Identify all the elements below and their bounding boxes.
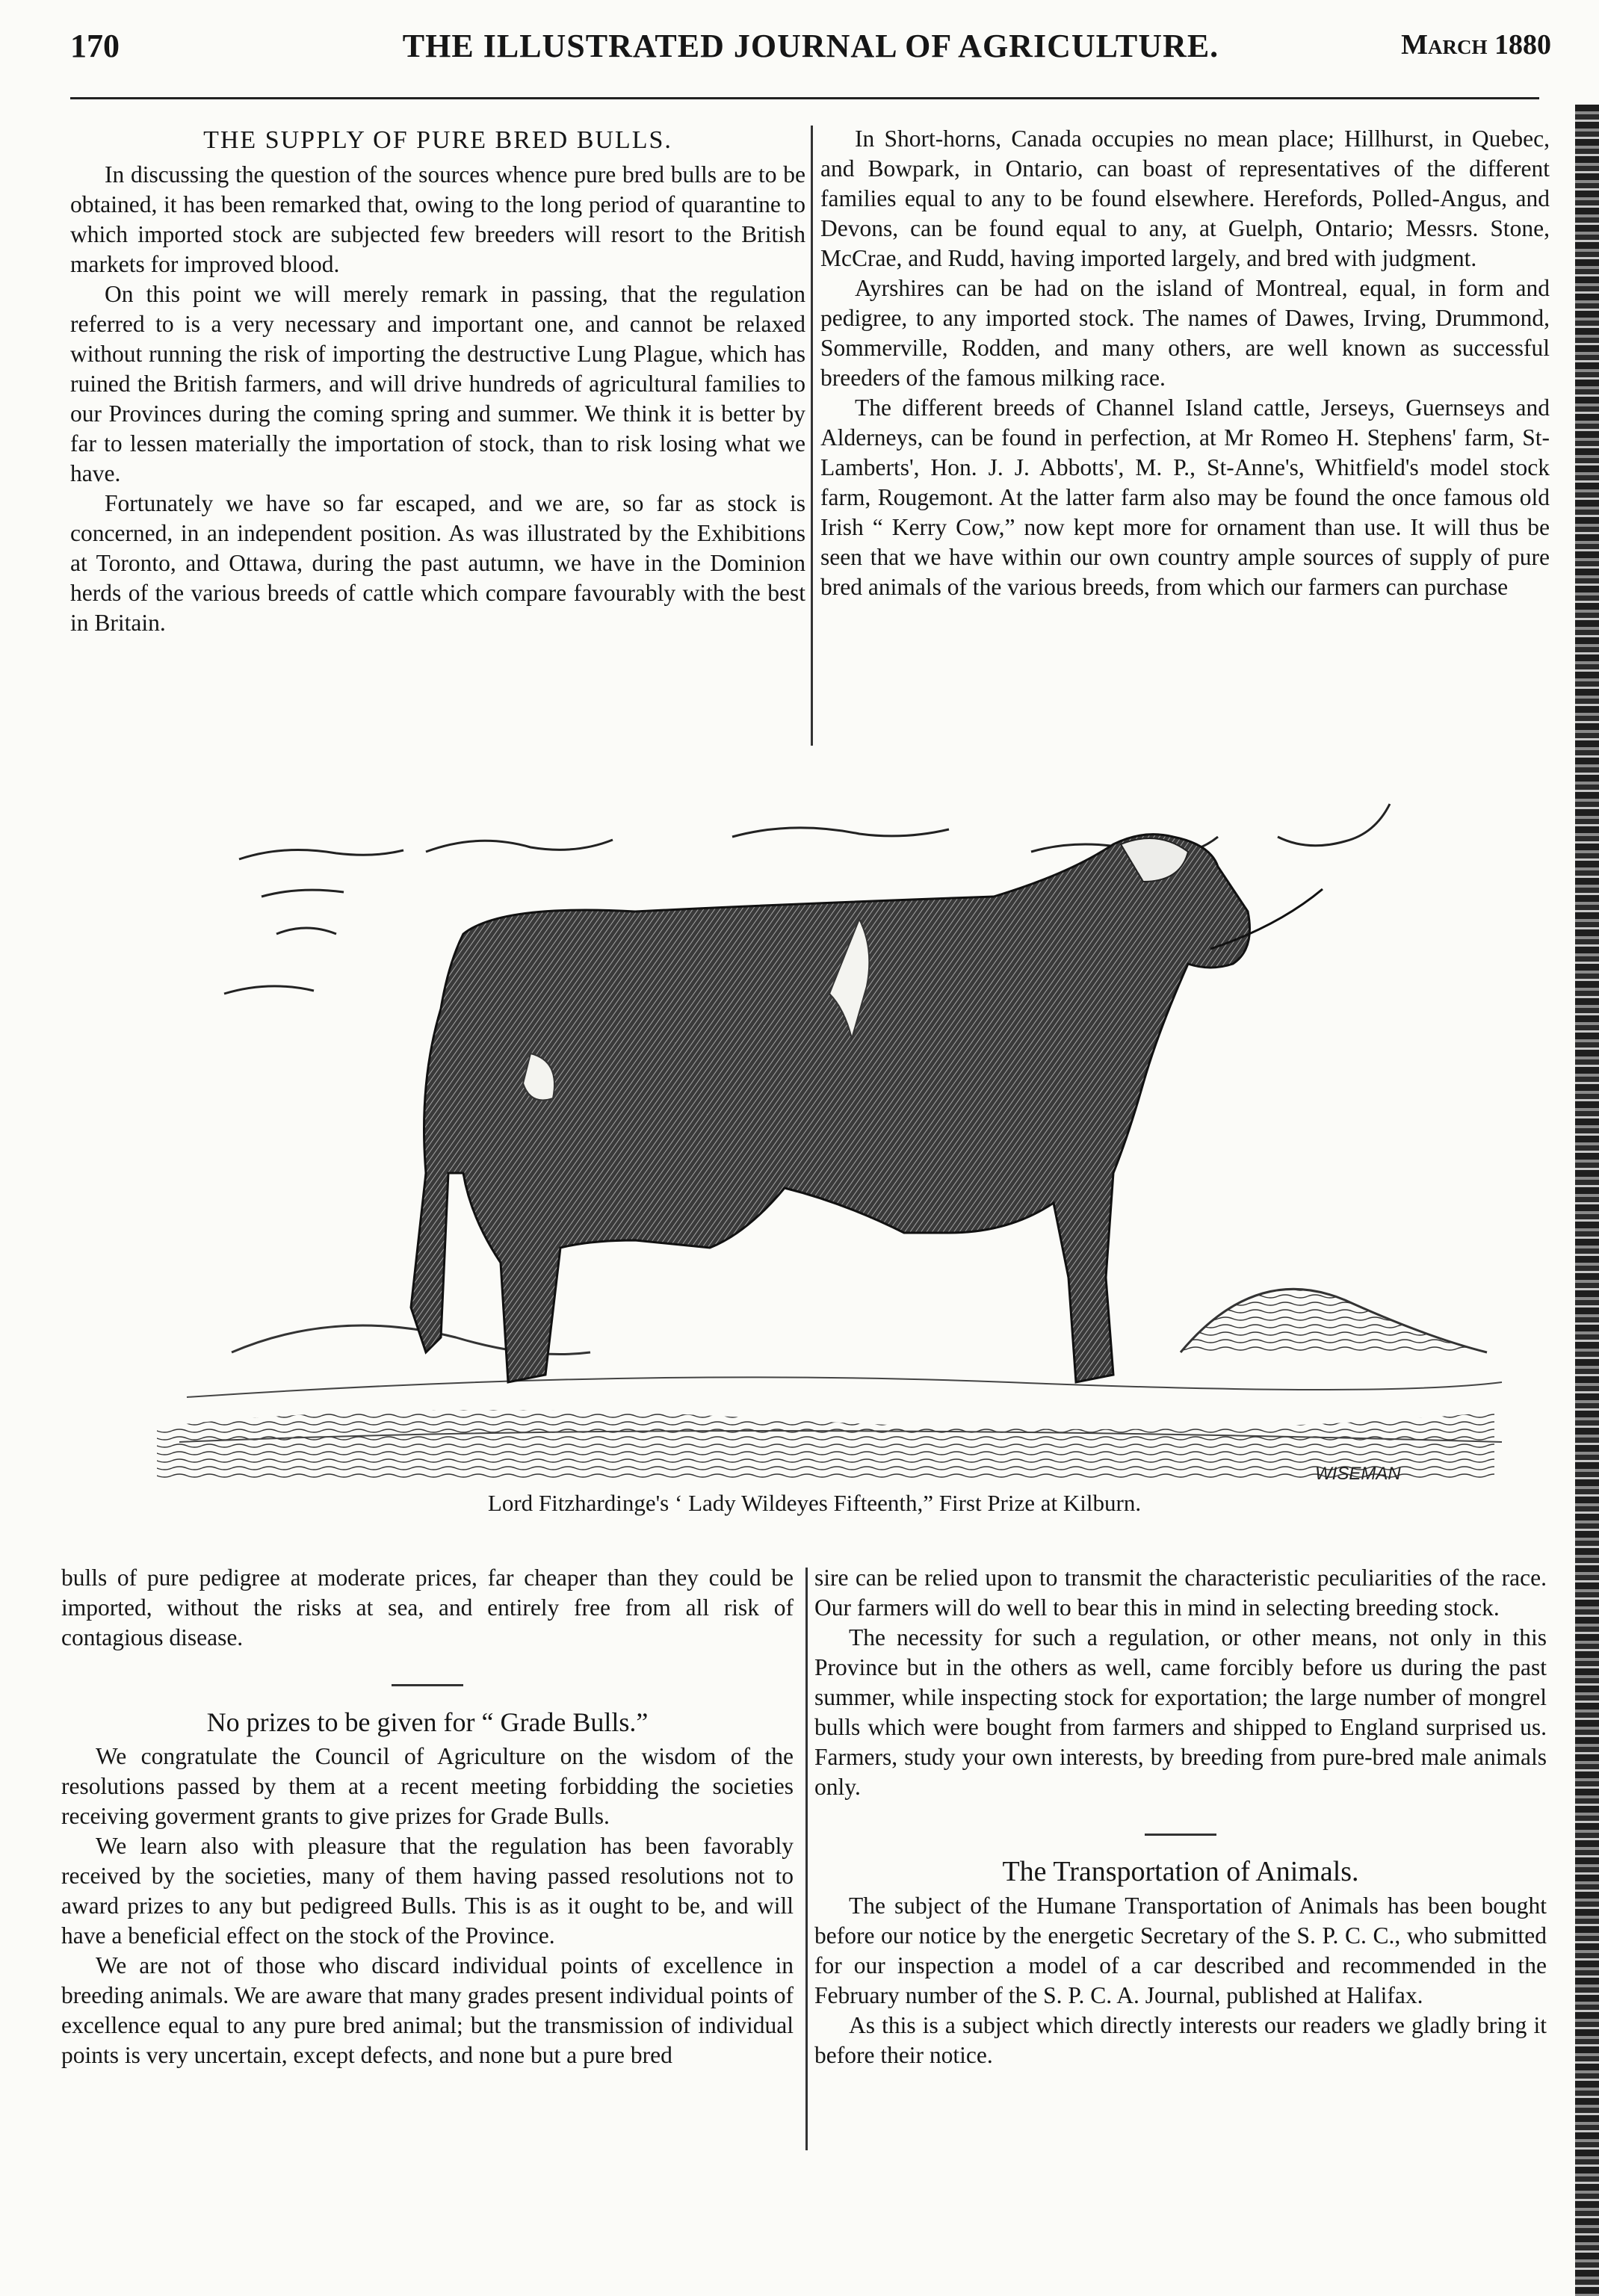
paragraph: On this point we will merely remark in passing, that the regulation referred to is a very necessary and important one, and cannot be relaxed without running the risk of importing the destructive Lung Plague, which has ruined the British farmers, and will drive hundreds of agricultural families to our Provinces during the coming spring and summer. We think it is better by far to lessen materially the importation of stock, than to risk losing what we have. xyxy=(70,281,805,486)
journal-title: THE ILLUSTRATED JOURNAL OF AGRICULTURE. xyxy=(402,28,1219,64)
cow-figure xyxy=(411,835,1323,1382)
article-title: THE SUPPLY OF PURE BRED BULLS. xyxy=(203,126,672,154)
header-rule xyxy=(70,97,1539,99)
cow-engraving xyxy=(112,785,1517,1494)
paragraph: In Short-horns, Canada occupies no mean place; Hillhurst, in Quebec, and Bowpark, in Ontario, can boast of representatives of the different families equal to any to be found elsewhere. Herefords, Polled-Angus, and Devons, can be found equal to any, at Guelph, Ontario; Messrs. Stone, McCrae, and Rudd, having imported largely, and bred with judgment. xyxy=(820,126,1550,271)
section-title-transportation: The Transportation of Animals. xyxy=(1002,1856,1359,1887)
engraver-signature: WISEMAN xyxy=(1315,1464,1401,1484)
lower-left-column xyxy=(61,1563,794,2070)
issue-date: March 1880 xyxy=(1401,29,1551,61)
paragraph: Ayrshires can be had on the island of Montreal, equal, in form and pedigree, to any imported stock. The names of Dawes, Irving, Drummond, Sommerville, Rodden, and many others, are well known as successful breeders of the famous milking race. xyxy=(820,275,1550,391)
paragraph: Fortunately we have so far escaped, and we are, so far as stock is concerned, in an independent position. As was illustrated by the Exhibitions at Toronto, and Ottawa, during the past autumn, we have in the Dominion herds of the various breeds of cattle which compare favourably with the best in Britain. xyxy=(70,490,805,636)
section-divider xyxy=(1145,1834,1216,1836)
paragraph: We learn also with pleasure that the regulation has been favorably received by the societies, many of them having passed resolutions not to award prizes to any but pedigreed Bulls. This is as it ought to be, and will have a beneficial effect on the stock of the Province. xyxy=(61,1833,794,1949)
ground-scene xyxy=(157,1289,1502,1479)
article-bulls-left-column xyxy=(70,126,805,638)
paragraph: We congratulate the Council of Agriculture on the wisdom of the resolutions passed by them at a recent meeting forbidding the societies receiving goverment grants to give prizes for Grade Bulls. xyxy=(61,1743,794,1829)
page-header xyxy=(70,27,1551,72)
illustration-caption: Lord Fitzhardinge's ‘ Lady Wildeyes Fifteenth,” First Prize at Kilburn. xyxy=(487,1490,1142,1516)
paragraph: bulls of pure pedigree at moderate prices, far cheaper than they could be imported, without the risks at sea, and entirely free from all risk of contagious disease. xyxy=(61,1565,794,1650)
section-divider xyxy=(392,1684,463,1686)
paragraph: The subject of the Humane Transportation of Animals has been bought before our notice by the energetic Secretary of the S. P. C. C., who submitted for our inspection a model of a car described and recommended in the February number of the S. P. C. A. Journal, published at Halifax. xyxy=(814,1893,1547,2008)
paragraph: In discussing the question of the sources whence pure bred bulls are to be obtained, it has been remarked that, owing to the long period of quarantine to which imported stock are subjected few breeders will resort to the British markets for improved blood. xyxy=(70,161,805,277)
paragraph: The necessity for such a regulation, or other means, not only in this Province but in the others as well, came forcibly before us during the past summer, while inspecting stock for exportation; the large number of mongrel bulls which were bought from farmers and shipped to England surprised us. Farmers, study your own interests, by breeding from pure-bred male animals only. xyxy=(814,1624,1547,1800)
scanned-page-edge xyxy=(1575,105,1599,2296)
paragraph: We are not of those who discard individual points of excellence in breeding animals. We are aware that many grades present individual points of excellence equal to any pure bred animal; but the transmission of individual points is very uncertain, except defects, and none but a pure bred xyxy=(61,1952,794,2068)
paragraph: As this is a subject which directly interests our readers we gladly bring it before their notice. xyxy=(814,2012,1547,2068)
article-bulls-right-column xyxy=(820,124,1550,602)
paragraph: sire can be relied upon to transmit the characteristic peculiarities of the race. Our farmers will do well to bear this in mind in selecting breeding stock. xyxy=(814,1565,1547,1621)
lower-right-column xyxy=(814,1563,1547,2070)
page-number: 170 xyxy=(70,28,120,64)
section-title-grade-bulls: No prizes to be given for “ Grade Bulls.” xyxy=(206,1707,649,1737)
column-divider xyxy=(811,126,813,746)
paragraph: The different breeds of Channel Island cattle, Jerseys, Guernseys and Alderneys, can be found in perfection, at Mr Romeo H. Stephens' farm, St-Lamberts', Hon. J. J. Abbotts', M. P., St-Anne's, Whitfield's model stock farm, Rougemont. At the latter farm also may be found the once famous old Irish “ Kerry Cow,” now kept more for ornament than use. It will thus be seen that we have within our own country ample sources of supply of pure bred animals of the various breeds, from which our farmers can purchase xyxy=(820,394,1550,600)
column-divider xyxy=(805,1568,808,2150)
